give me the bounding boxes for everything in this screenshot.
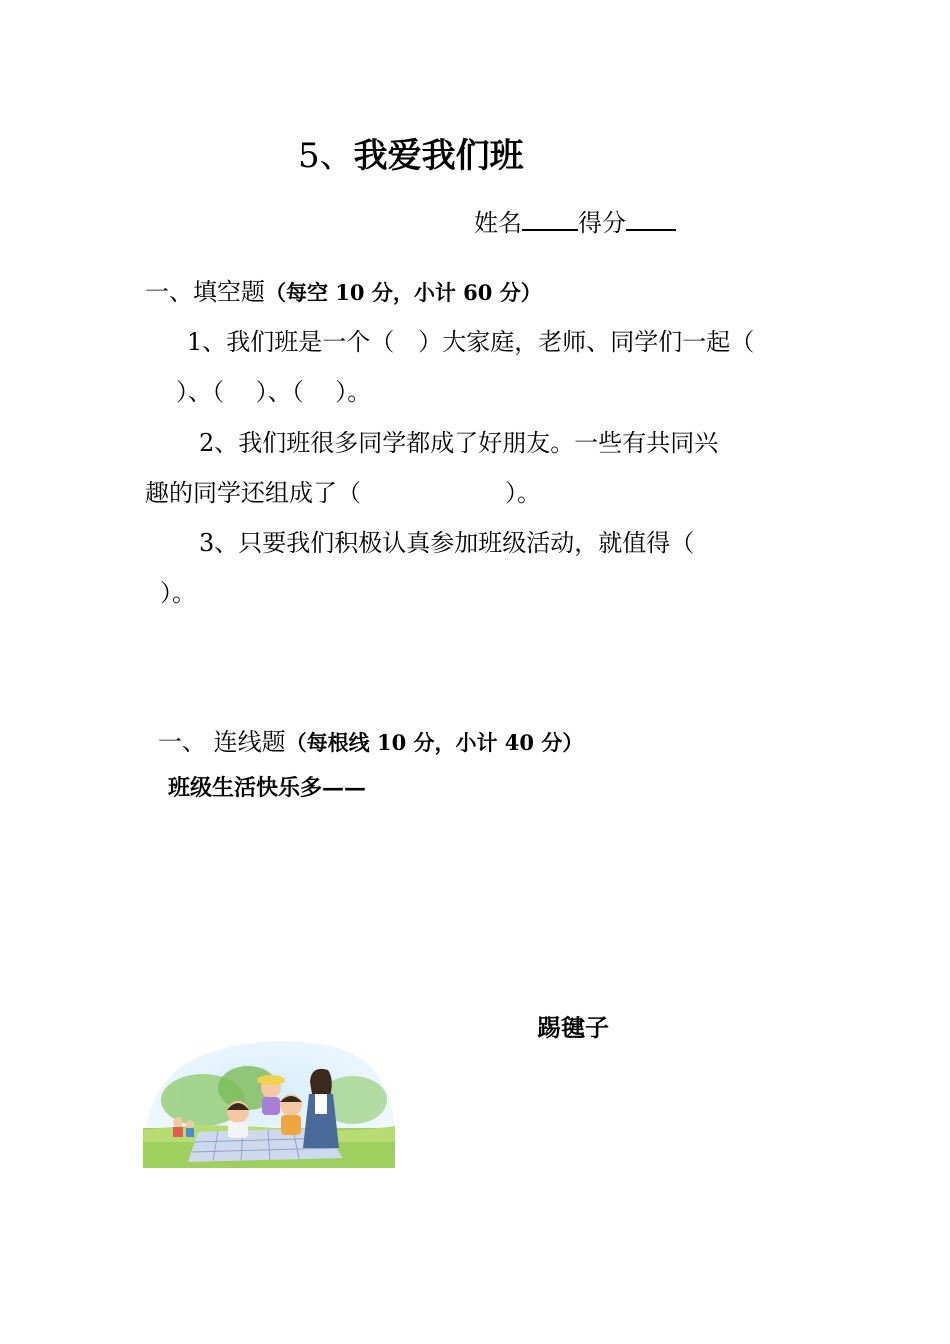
name-score-line [474, 203, 676, 238]
page-title [298, 128, 524, 177]
section1-title: 一、填空题 [145, 278, 265, 306]
score-label: 得分 [578, 209, 626, 237]
matching-item-kick-shuttlecock[interactable]: 踢毽子 [537, 1013, 609, 1042]
question-1-line-2: ）、（ ）、（ ）。 [176, 378, 372, 406]
section2-title: 一、 连线题 [158, 728, 286, 756]
question-2-line-2: 趣的同学还组成了（ ）。 [145, 479, 541, 507]
title-number: 5、 [298, 136, 354, 176]
section-matching-heading [158, 722, 583, 757]
score-blank[interactable] [626, 207, 676, 231]
class-picnic-illustration[interactable] [143, 1030, 398, 1180]
question-3-line-1: 3、只要我们积极认真参加班级活动，就值得（ [199, 529, 695, 557]
section2-note: （每根线 10 分，小计 40 分） [285, 730, 584, 755]
section1-note: （每空 10 分，小计 60 分） [265, 280, 542, 305]
section-fill-blank-heading [145, 272, 542, 307]
matching-subheading: 班级生活快乐多—— [168, 775, 367, 801]
name-label: 姓名 [474, 209, 522, 237]
name-blank[interactable] [522, 207, 578, 231]
question-2-line-1: 2、我们班很多同学都成了好朋友。一些有共同兴 [199, 429, 719, 457]
title-text: 我爱我们班 [353, 136, 524, 176]
question-1-line-1: 1、我们班是一个（ ）大家庭，老师、同学们一起（ [187, 328, 755, 356]
question-3-line-2: ）。 [160, 579, 196, 607]
